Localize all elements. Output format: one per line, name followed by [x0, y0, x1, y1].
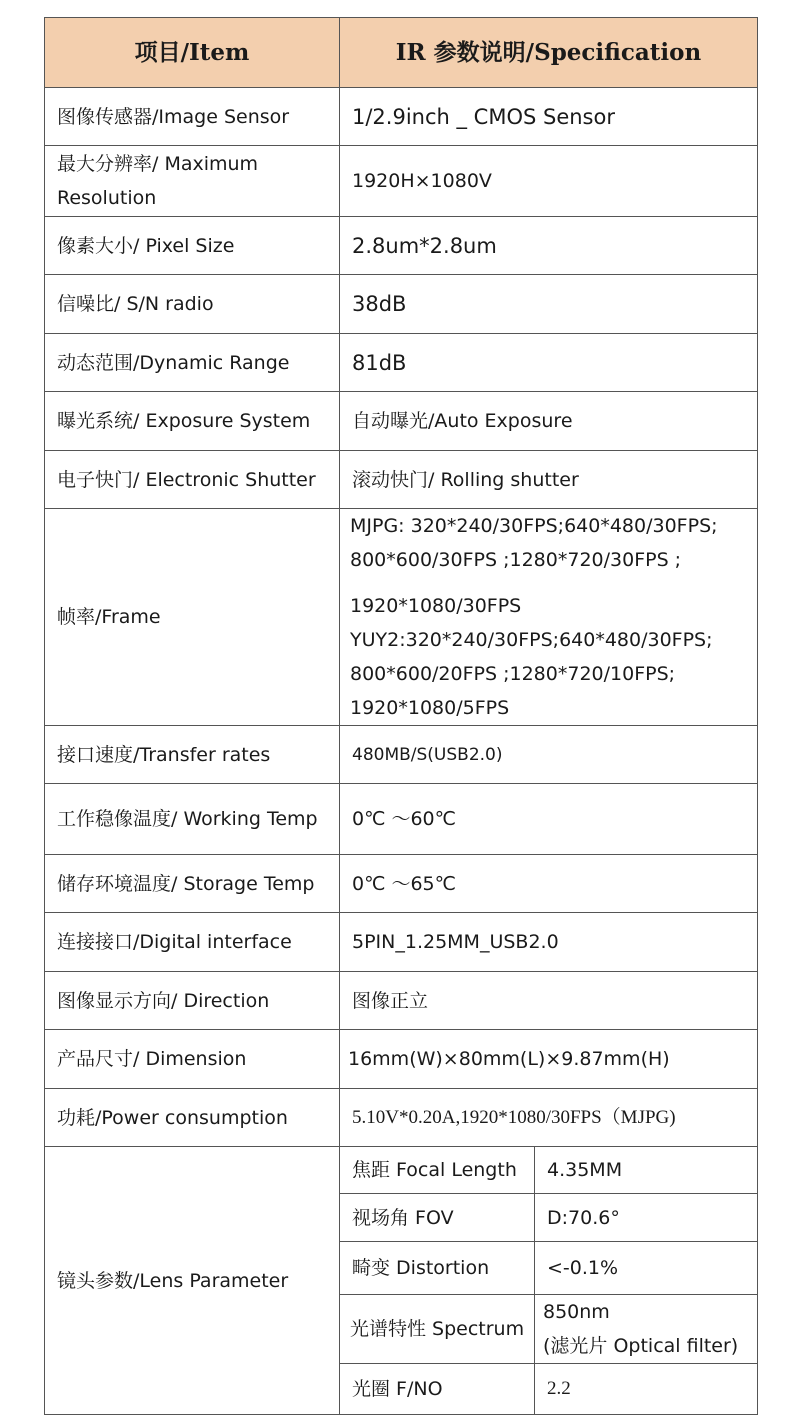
row-label: 产品尺寸/ Dimension — [45, 1030, 340, 1089]
frame-line: 1920*1080/5FPS — [350, 697, 510, 719]
table-row — [45, 334, 758, 392]
row-label: 连接接口/Digital interface — [45, 913, 340, 972]
lens-param-name: 畸变 Distortion — [340, 1242, 535, 1295]
row-value: 自动曝光/Auto Exposure — [340, 392, 758, 451]
row-label: 图像显示方向/ Direction — [45, 972, 340, 1030]
lens-param-value: 2.2 — [535, 1364, 758, 1415]
row-label: 动态范围/Dynamic Range — [45, 334, 340, 392]
row-value: 16mm(W)×80mm(L)×9.87mm(H) — [340, 1030, 758, 1089]
table-row — [45, 1030, 758, 1089]
row-label: 最大分辨率/ Maximum Resolution — [45, 146, 340, 217]
table-row — [45, 913, 758, 972]
lens-label: 镜头参数/Lens Parameter — [45, 1147, 340, 1415]
row-value: 2.8um*2.8um — [340, 217, 758, 275]
row-value: 5.10V*0.20A,1920*1080/30FPS（MJPG) — [340, 1089, 758, 1147]
spec-table — [44, 17, 758, 1415]
spectrum-line: 850nm — [543, 1301, 610, 1323]
row-value: 滚动快门/ Rolling shutter — [340, 451, 758, 509]
lens-param-name: 光圈 F/NO — [340, 1364, 535, 1415]
frame-line-gap — [350, 577, 757, 589]
row-label: 工作稳像温度/ Working Temp — [45, 784, 340, 855]
row-value: 0℃ ～65℃ — [340, 855, 758, 913]
row-value: 1920H×1080V — [340, 146, 758, 217]
table-row — [45, 855, 758, 913]
row-value: 5PIN_1.25MM_USB2.0 — [340, 913, 758, 972]
spectrum-line: (滤光片 Optical filter) — [543, 1335, 739, 1357]
row-label: 功耗/Power consumption — [45, 1089, 340, 1147]
table-row — [45, 146, 758, 217]
frame-line: 800*600/30FPS ;1280*720/30FPS ; — [350, 549, 682, 571]
row-label: 电子快门/ Electronic Shutter — [45, 451, 340, 509]
table-row — [45, 275, 758, 334]
row-value: 0℃ ～60℃ — [340, 784, 758, 855]
lens-param-name: 光谱特性 Spectrum — [340, 1295, 535, 1364]
lens-param-value: D:70.6° — [535, 1194, 758, 1242]
row-value: 图像正立 — [340, 972, 758, 1030]
row-value: 81dB — [340, 334, 758, 392]
table-row — [45, 392, 758, 451]
lens-param-value: <-0.1% — [535, 1242, 758, 1295]
row-value-frame — [340, 509, 758, 726]
frame-line: MJPG: 320*240/30FPS;640*480/30FPS; — [350, 515, 718, 537]
row-value: 38dB — [340, 275, 758, 334]
header-item: 项目/Item — [45, 18, 340, 88]
frame-line: YUY2:320*240/30FPS;640*480/30FPS; — [350, 629, 713, 651]
header-spec: IR 参数说明/Specification — [340, 18, 758, 88]
lens-param-name: 视场角 FOV — [340, 1194, 535, 1242]
table-row — [45, 726, 758, 784]
lens-param-name: 焦距 Focal Length — [340, 1147, 535, 1194]
row-value: 1/2.9inch _ CMOS Sensor — [340, 88, 758, 146]
table-row — [45, 972, 758, 1030]
row-value: 480MB/S(USB2.0) — [340, 726, 758, 784]
row-label: 储存环境温度/ Storage Temp — [45, 855, 340, 913]
row-label: 曝光系统/ Exposure System — [45, 392, 340, 451]
table-row — [45, 88, 758, 146]
row-label: 接口速度/Transfer rates — [45, 726, 340, 784]
lens-row — [45, 1147, 758, 1194]
frame-line: 1920*1080/30FPS — [350, 595, 522, 617]
table-row — [45, 451, 758, 509]
row-label: 像素大小/ Pixel Size — [45, 217, 340, 275]
table-row — [45, 509, 758, 726]
lens-param-value: 4.35MM — [535, 1147, 758, 1194]
row-label: 帧率/Frame — [45, 509, 340, 726]
row-label: 图像传感器/Image Sensor — [45, 88, 340, 146]
frame-line: 800*600/20FPS ;1280*720/10FPS; — [350, 663, 676, 685]
table-row — [45, 784, 758, 855]
table-header-row — [45, 18, 758, 88]
table-row — [45, 1089, 758, 1147]
lens-param-value-multiline — [535, 1295, 758, 1364]
row-label: 信噪比/ S/N radio — [45, 275, 340, 334]
table-row — [45, 217, 758, 275]
